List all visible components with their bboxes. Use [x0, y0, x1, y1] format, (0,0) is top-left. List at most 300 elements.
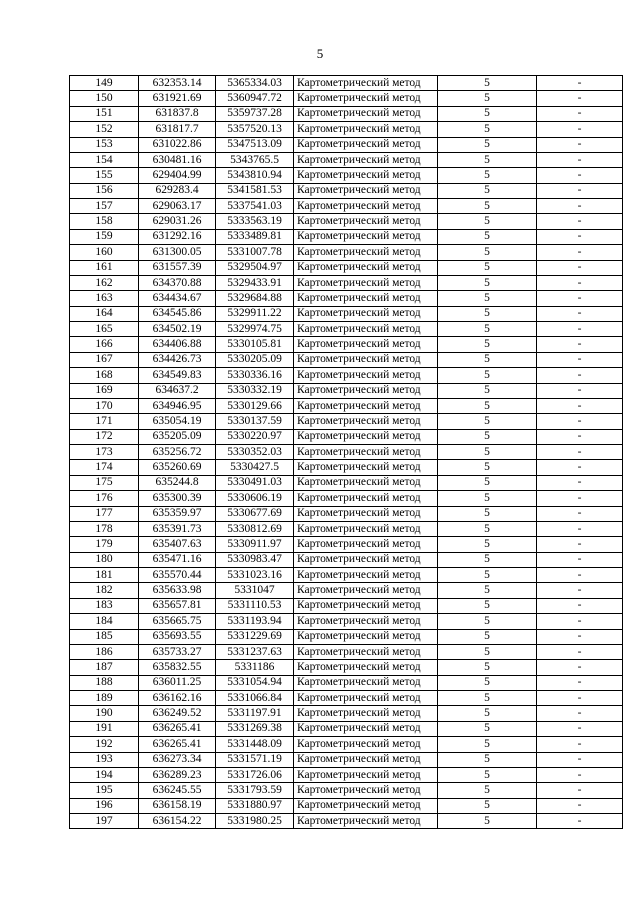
method-cell: Картометрический метод	[294, 460, 438, 475]
y-coordinate-cell: 5331980.25	[216, 814, 294, 829]
method-cell: Картометрический метод	[294, 122, 438, 137]
x-coordinate-cell: 634946.95	[139, 398, 216, 413]
y-coordinate-cell: 5331110.53	[216, 598, 294, 613]
table-row	[70, 152, 623, 167]
accuracy-cell: 5	[438, 183, 537, 198]
point-number-cell: 153	[70, 137, 139, 152]
coordinates-table	[69, 75, 623, 829]
point-number-cell: 178	[70, 521, 139, 536]
note-cell: -	[537, 537, 623, 552]
note-cell: -	[537, 106, 623, 121]
method-cell: Картометрический метод	[294, 199, 438, 214]
method-cell: Картометрический метод	[294, 675, 438, 690]
y-coordinate-cell: 5365334.03	[216, 76, 294, 91]
table-row	[70, 322, 623, 337]
accuracy-cell: 5	[438, 122, 537, 137]
accuracy-cell: 5	[438, 152, 537, 167]
method-cell: Картометрический метод	[294, 445, 438, 460]
x-coordinate-cell: 635256.72	[139, 445, 216, 460]
y-coordinate-cell: 5331269.38	[216, 721, 294, 736]
accuracy-cell: 5	[438, 306, 537, 321]
y-coordinate-cell: 5330352.03	[216, 445, 294, 460]
table-row	[70, 91, 623, 106]
note-cell: -	[537, 76, 623, 91]
method-cell: Картометрический метод	[294, 183, 438, 198]
accuracy-cell: 5	[438, 491, 537, 506]
x-coordinate-cell: 636158.19	[139, 798, 216, 813]
point-number-cell: 149	[70, 76, 139, 91]
accuracy-cell: 5	[438, 260, 537, 275]
method-cell: Картометрический метод	[294, 783, 438, 798]
point-number-cell: 169	[70, 383, 139, 398]
accuracy-cell: 5	[438, 706, 537, 721]
y-coordinate-cell: 5331571.19	[216, 752, 294, 767]
note-cell: -	[537, 552, 623, 567]
table-row	[70, 291, 623, 306]
accuracy-cell: 5	[438, 337, 537, 352]
method-cell: Картометрический метод	[294, 691, 438, 706]
method-cell: Картометрический метод	[294, 91, 438, 106]
accuracy-cell: 5	[438, 429, 537, 444]
method-cell: Картометрический метод	[294, 245, 438, 260]
point-number-cell: 181	[70, 568, 139, 583]
method-cell: Картометрический метод	[294, 429, 438, 444]
table-row	[70, 414, 623, 429]
x-coordinate-cell: 635570.44	[139, 568, 216, 583]
table-row	[70, 552, 623, 567]
table-row	[70, 214, 623, 229]
method-cell: Картометрический метод	[294, 506, 438, 521]
method-cell: Картометрический метод	[294, 260, 438, 275]
table-row	[70, 337, 623, 352]
point-number-cell: 191	[70, 721, 139, 736]
y-coordinate-cell: 5331023.16	[216, 568, 294, 583]
accuracy-cell: 5	[438, 168, 537, 183]
note-cell: -	[537, 660, 623, 675]
y-coordinate-cell: 5330105.81	[216, 337, 294, 352]
y-coordinate-cell: 5331193.94	[216, 614, 294, 629]
point-number-cell: 197	[70, 814, 139, 829]
point-number-cell: 192	[70, 737, 139, 752]
note-cell: -	[537, 445, 623, 460]
note-cell: -	[537, 414, 623, 429]
note-cell: -	[537, 706, 623, 721]
note-cell: -	[537, 398, 623, 413]
accuracy-cell: 5	[438, 552, 537, 567]
table-row	[70, 706, 623, 721]
table-row	[70, 352, 623, 367]
page-number: 5	[316, 46, 324, 61]
accuracy-cell: 5	[438, 91, 537, 106]
y-coordinate-cell: 5330677.69	[216, 506, 294, 521]
y-coordinate-cell: 5331793.59	[216, 783, 294, 798]
method-cell: Картометрический метод	[294, 737, 438, 752]
note-cell: -	[537, 229, 623, 244]
table-row	[70, 76, 623, 91]
x-coordinate-cell: 635693.55	[139, 629, 216, 644]
accuracy-cell: 5	[438, 660, 537, 675]
accuracy-cell: 5	[438, 506, 537, 521]
point-number-cell: 159	[70, 229, 139, 244]
y-coordinate-cell: 5331066.84	[216, 691, 294, 706]
method-cell: Картометрический метод	[294, 767, 438, 782]
point-number-cell: 196	[70, 798, 139, 813]
point-number-cell: 176	[70, 491, 139, 506]
table-row	[70, 368, 623, 383]
method-cell: Картометрический метод	[294, 414, 438, 429]
note-cell: -	[537, 814, 623, 829]
method-cell: Картометрический метод	[294, 798, 438, 813]
y-coordinate-cell: 5330220.97	[216, 429, 294, 444]
note-cell: -	[537, 798, 623, 813]
method-cell: Картометрический метод	[294, 291, 438, 306]
x-coordinate-cell: 635471.16	[139, 552, 216, 567]
x-coordinate-cell: 634370.88	[139, 275, 216, 290]
table-row	[70, 691, 623, 706]
accuracy-cell: 5	[438, 737, 537, 752]
point-number-cell: 179	[70, 537, 139, 552]
y-coordinate-cell: 5341581.53	[216, 183, 294, 198]
table-row	[70, 199, 623, 214]
accuracy-cell: 5	[438, 814, 537, 829]
x-coordinate-cell: 631817.7	[139, 122, 216, 137]
accuracy-cell: 5	[438, 445, 537, 460]
x-coordinate-cell: 636265.41	[139, 721, 216, 736]
accuracy-cell: 5	[438, 521, 537, 536]
accuracy-cell: 5	[438, 583, 537, 598]
note-cell: -	[537, 183, 623, 198]
accuracy-cell: 5	[438, 475, 537, 490]
coordinates-table-body	[70, 76, 623, 829]
x-coordinate-cell: 635665.75	[139, 614, 216, 629]
table-row	[70, 383, 623, 398]
x-coordinate-cell: 636273.34	[139, 752, 216, 767]
accuracy-cell: 5	[438, 721, 537, 736]
method-cell: Картометрический метод	[294, 306, 438, 321]
point-number-cell: 162	[70, 275, 139, 290]
method-cell: Картометрический метод	[294, 721, 438, 736]
point-number-cell: 173	[70, 445, 139, 460]
y-coordinate-cell: 5331448.09	[216, 737, 294, 752]
x-coordinate-cell: 630481.16	[139, 152, 216, 167]
table-row	[70, 106, 623, 121]
y-coordinate-cell: 5330427.5	[216, 460, 294, 475]
y-coordinate-cell: 5330129.66	[216, 398, 294, 413]
table-row	[70, 660, 623, 675]
point-number-cell: 190	[70, 706, 139, 721]
y-coordinate-cell: 5330491.03	[216, 475, 294, 490]
method-cell: Картометрический метод	[294, 368, 438, 383]
accuracy-cell: 5	[438, 537, 537, 552]
note-cell: -	[537, 598, 623, 613]
point-number-cell: 157	[70, 199, 139, 214]
x-coordinate-cell: 632353.14	[139, 76, 216, 91]
x-coordinate-cell: 636265.41	[139, 737, 216, 752]
note-cell: -	[537, 737, 623, 752]
point-number-cell: 150	[70, 91, 139, 106]
method-cell: Картометрический метод	[294, 537, 438, 552]
point-number-cell: 189	[70, 691, 139, 706]
table-row	[70, 260, 623, 275]
point-number-cell: 177	[70, 506, 139, 521]
y-coordinate-cell: 5357520.13	[216, 122, 294, 137]
y-coordinate-cell: 5331229.69	[216, 629, 294, 644]
method-cell: Картометрический метод	[294, 521, 438, 536]
y-coordinate-cell: 5331054.94	[216, 675, 294, 690]
method-cell: Картометрический метод	[294, 214, 438, 229]
x-coordinate-cell: 635260.69	[139, 460, 216, 475]
x-coordinate-cell: 635733.27	[139, 644, 216, 659]
note-cell: -	[537, 91, 623, 106]
y-coordinate-cell: 5331047	[216, 583, 294, 598]
method-cell: Картометрический метод	[294, 552, 438, 567]
y-coordinate-cell: 5329684.88	[216, 291, 294, 306]
point-number-cell: 165	[70, 322, 139, 337]
note-cell: -	[537, 629, 623, 644]
point-number-cell: 151	[70, 106, 139, 121]
table-row	[70, 614, 623, 629]
accuracy-cell: 5	[438, 322, 537, 337]
table-row	[70, 737, 623, 752]
method-cell: Картометрический метод	[294, 660, 438, 675]
y-coordinate-cell: 5330205.09	[216, 352, 294, 367]
y-coordinate-cell: 5331197.91	[216, 706, 294, 721]
accuracy-cell: 5	[438, 568, 537, 583]
table-row	[70, 306, 623, 321]
accuracy-cell: 5	[438, 245, 537, 260]
table-row	[70, 814, 623, 829]
note-cell: -	[537, 783, 623, 798]
note-cell: -	[537, 644, 623, 659]
method-cell: Картометрический метод	[294, 168, 438, 183]
note-cell: -	[537, 322, 623, 337]
point-number-cell: 185	[70, 629, 139, 644]
accuracy-cell: 5	[438, 614, 537, 629]
table-row	[70, 629, 623, 644]
table-row	[70, 475, 623, 490]
table-row	[70, 568, 623, 583]
y-coordinate-cell: 5330983.47	[216, 552, 294, 567]
x-coordinate-cell: 631022.86	[139, 137, 216, 152]
point-number-cell: 188	[70, 675, 139, 690]
x-coordinate-cell: 636162.16	[139, 691, 216, 706]
note-cell: -	[537, 691, 623, 706]
point-number-cell: 168	[70, 368, 139, 383]
note-cell: -	[537, 275, 623, 290]
table-row	[70, 275, 623, 290]
y-coordinate-cell: 5329433.91	[216, 275, 294, 290]
method-cell: Картометрический метод	[294, 152, 438, 167]
method-cell: Картометрический метод	[294, 275, 438, 290]
table-row	[70, 583, 623, 598]
note-cell: -	[537, 260, 623, 275]
x-coordinate-cell: 636289.23	[139, 767, 216, 782]
accuracy-cell: 5	[438, 675, 537, 690]
accuracy-cell: 5	[438, 691, 537, 706]
table-row	[70, 429, 623, 444]
note-cell: -	[537, 199, 623, 214]
point-number-cell: 175	[70, 475, 139, 490]
table-row	[70, 445, 623, 460]
point-number-cell: 187	[70, 660, 139, 675]
y-coordinate-cell: 5333489.81	[216, 229, 294, 244]
note-cell: -	[537, 245, 623, 260]
note-cell: -	[537, 752, 623, 767]
y-coordinate-cell: 5330606.19	[216, 491, 294, 506]
note-cell: -	[537, 491, 623, 506]
x-coordinate-cell: 636154.22	[139, 814, 216, 829]
x-coordinate-cell: 635244.8	[139, 475, 216, 490]
accuracy-cell: 5	[438, 783, 537, 798]
x-coordinate-cell: 635832.55	[139, 660, 216, 675]
note-cell: -	[537, 337, 623, 352]
x-coordinate-cell: 634406.88	[139, 337, 216, 352]
point-number-cell: 154	[70, 152, 139, 167]
table-row	[70, 137, 623, 152]
x-coordinate-cell: 634637.2	[139, 383, 216, 398]
note-cell: -	[537, 460, 623, 475]
table-row	[70, 229, 623, 244]
note-cell: -	[537, 152, 623, 167]
y-coordinate-cell: 5347513.09	[216, 137, 294, 152]
accuracy-cell: 5	[438, 368, 537, 383]
accuracy-cell: 5	[438, 229, 537, 244]
accuracy-cell: 5	[438, 291, 537, 306]
y-coordinate-cell: 5329974.75	[216, 322, 294, 337]
table-row	[70, 644, 623, 659]
point-number-cell: 163	[70, 291, 139, 306]
x-coordinate-cell: 631292.16	[139, 229, 216, 244]
point-number-cell: 171	[70, 414, 139, 429]
accuracy-cell: 5	[438, 76, 537, 91]
method-cell: Картометрический метод	[294, 568, 438, 583]
point-number-cell: 170	[70, 398, 139, 413]
point-number-cell: 186	[70, 644, 139, 659]
accuracy-cell: 5	[438, 383, 537, 398]
method-cell: Картометрический метод	[294, 229, 438, 244]
x-coordinate-cell: 635657.81	[139, 598, 216, 613]
point-number-cell: 182	[70, 583, 139, 598]
point-number-cell: 166	[70, 337, 139, 352]
method-cell: Картометрический метод	[294, 598, 438, 613]
accuracy-cell: 5	[438, 106, 537, 121]
table-row	[70, 798, 623, 813]
accuracy-cell: 5	[438, 414, 537, 429]
accuracy-cell: 5	[438, 629, 537, 644]
note-cell: -	[537, 137, 623, 152]
note-cell: -	[537, 721, 623, 736]
point-number-cell: 158	[70, 214, 139, 229]
note-cell: -	[537, 506, 623, 521]
x-coordinate-cell: 635407.63	[139, 537, 216, 552]
note-cell: -	[537, 168, 623, 183]
method-cell: Картометрический метод	[294, 644, 438, 659]
method-cell: Картометрический метод	[294, 814, 438, 829]
table-row	[70, 675, 623, 690]
x-coordinate-cell: 635300.39	[139, 491, 216, 506]
point-number-cell: 167	[70, 352, 139, 367]
note-cell: -	[537, 122, 623, 137]
note-cell: -	[537, 214, 623, 229]
x-coordinate-cell: 636245.55	[139, 783, 216, 798]
accuracy-cell: 5	[438, 275, 537, 290]
point-number-cell: 195	[70, 783, 139, 798]
y-coordinate-cell: 5359737.28	[216, 106, 294, 121]
y-coordinate-cell: 5337541.03	[216, 199, 294, 214]
accuracy-cell: 5	[438, 798, 537, 813]
y-coordinate-cell: 5330332.19	[216, 383, 294, 398]
table-row	[70, 521, 623, 536]
table-row	[70, 168, 623, 183]
method-cell: Картометрический метод	[294, 337, 438, 352]
accuracy-cell: 5	[438, 598, 537, 613]
x-coordinate-cell: 635633.98	[139, 583, 216, 598]
method-cell: Картометрический метод	[294, 76, 438, 91]
x-coordinate-cell: 631557.39	[139, 260, 216, 275]
table-row	[70, 122, 623, 137]
method-cell: Картометрический метод	[294, 137, 438, 152]
point-number-cell: 156	[70, 183, 139, 198]
point-number-cell: 174	[70, 460, 139, 475]
note-cell: -	[537, 583, 623, 598]
accuracy-cell: 5	[438, 398, 537, 413]
y-coordinate-cell: 5330336.16	[216, 368, 294, 383]
x-coordinate-cell: 635205.09	[139, 429, 216, 444]
note-cell: -	[537, 521, 623, 536]
accuracy-cell: 5	[438, 214, 537, 229]
y-coordinate-cell: 5330911.97	[216, 537, 294, 552]
y-coordinate-cell: 5329504.97	[216, 260, 294, 275]
y-coordinate-cell: 5330137.59	[216, 414, 294, 429]
point-number-cell: 155	[70, 168, 139, 183]
table-row	[70, 721, 623, 736]
table-row	[70, 767, 623, 782]
method-cell: Картометрический метод	[294, 706, 438, 721]
y-coordinate-cell: 5331880.97	[216, 798, 294, 813]
point-number-cell: 164	[70, 306, 139, 321]
table-row	[70, 245, 623, 260]
point-number-cell: 193	[70, 752, 139, 767]
note-cell: -	[537, 352, 623, 367]
table-row	[70, 783, 623, 798]
method-cell: Картометрический метод	[294, 583, 438, 598]
y-coordinate-cell: 5331007.78	[216, 245, 294, 260]
y-coordinate-cell: 5343810.94	[216, 168, 294, 183]
y-coordinate-cell: 5343765.5	[216, 152, 294, 167]
method-cell: Картометрический метод	[294, 322, 438, 337]
table-row	[70, 598, 623, 613]
x-coordinate-cell: 634434.67	[139, 291, 216, 306]
point-number-cell: 160	[70, 245, 139, 260]
table-row	[70, 537, 623, 552]
note-cell: -	[537, 767, 623, 782]
x-coordinate-cell: 631921.69	[139, 91, 216, 106]
note-cell: -	[537, 475, 623, 490]
method-cell: Картометрический метод	[294, 614, 438, 629]
accuracy-cell: 5	[438, 752, 537, 767]
method-cell: Картометрический метод	[294, 475, 438, 490]
y-coordinate-cell: 5329911.22	[216, 306, 294, 321]
note-cell: -	[537, 368, 623, 383]
accuracy-cell: 5	[438, 352, 537, 367]
x-coordinate-cell: 634549.83	[139, 368, 216, 383]
table-row	[70, 460, 623, 475]
point-number-cell: 172	[70, 429, 139, 444]
x-coordinate-cell: 635054.19	[139, 414, 216, 429]
accuracy-cell: 5	[438, 644, 537, 659]
method-cell: Картометрический метод	[294, 383, 438, 398]
note-cell: -	[537, 306, 623, 321]
